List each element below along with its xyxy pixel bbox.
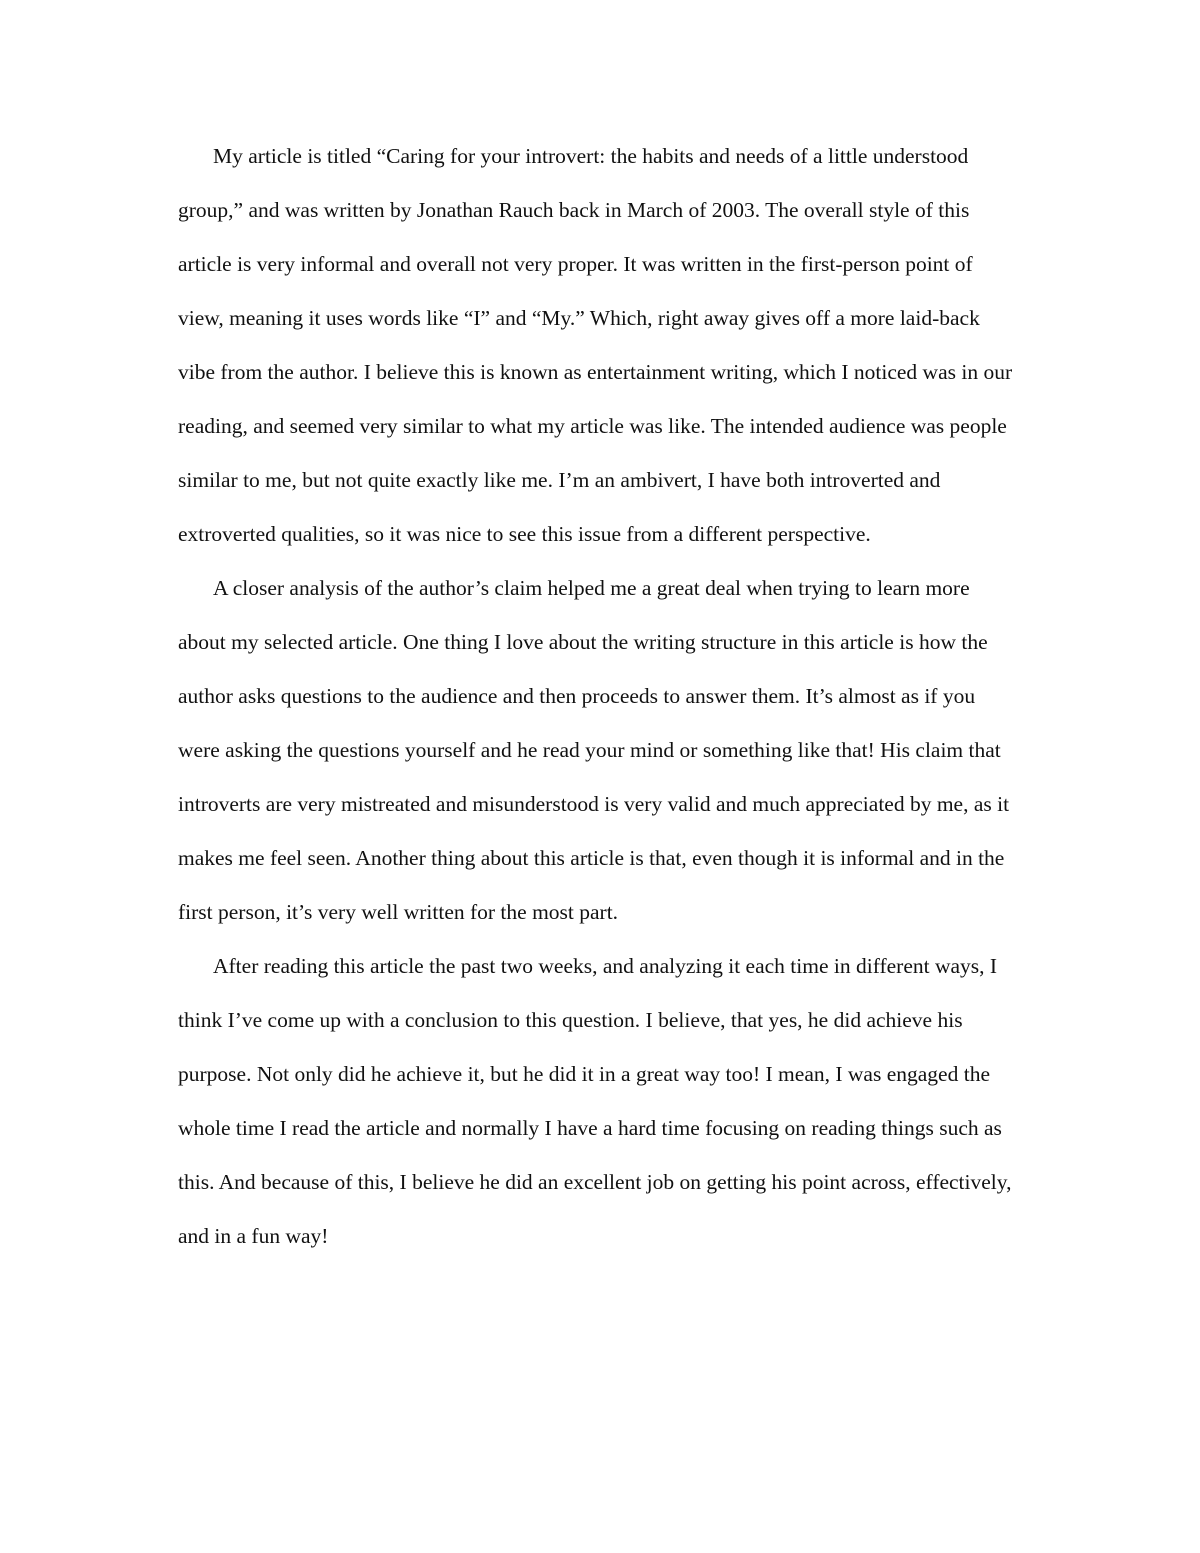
text-line: extroverted qualities, so it was nice to see this issue from a different perspective.: [178, 522, 871, 546]
text-line: whole time I read the article and normally I have a hard time focusing on reading things such as: [178, 1116, 1002, 1140]
text-line: group,” and was written by Jonathan Rauch back in March of 2003. The overall style of this: [178, 198, 970, 222]
text-line: article is very informal and overall not very proper. It was written in the first-person point of: [178, 252, 973, 276]
text-line: introverts are very mistreated and misunderstood is very valid and much appreciated by me, as it: [178, 792, 1010, 816]
text-line: After reading this article the past two weeks, and analyzing it each time in different ways, I: [213, 954, 998, 978]
text-line: author asks questions to the audience and then proceeds to answer them. It’s almost as if you: [178, 684, 976, 708]
text-line: were asking the questions yourself and he read your mind or something like that! His claim that: [178, 738, 1001, 762]
text-line: and in a fun way!: [178, 1224, 329, 1248]
paragraph-2: [143, 561, 1063, 939]
text-line: this. And because of this, I believe he did an excellent job on getting his point across, effectively,: [178, 1170, 1012, 1194]
document-body: [143, 129, 1063, 1263]
text-line: makes me feel seen. Another thing about this article is that, even though it is informal and in the: [178, 846, 1005, 870]
text-line: similar to me, but not quite exactly like me. I’m an ambivert, I have both introverted and: [178, 468, 941, 492]
paragraph-1: [143, 129, 1063, 561]
text-line: view, meaning it uses words like “I” and “My.” Which, right away gives off a more laid-back: [178, 306, 980, 330]
text-line: purpose. Not only did he achieve it, but he did it in a great way too! I mean, I was engaged the: [178, 1062, 990, 1086]
text-line: vibe from the author. I believe this is known as entertainment writing, which I noticed was in our: [178, 360, 1013, 384]
paragraph-3: [143, 939, 1063, 1263]
text-line: reading, and seemed very similar to what my article was like. The intended audience was people: [178, 414, 1007, 438]
text-line: about my selected article. One thing I love about the writing structure in this article is how the: [178, 630, 988, 654]
text-line: think I’ve come up with a conclusion to this question. I believe, that yes, he did achieve his: [178, 1008, 963, 1032]
text-line: My article is titled “Caring for your introvert: the habits and needs of a little understood: [213, 144, 969, 168]
text-line: first person, it’s very well written for the most part.: [178, 900, 619, 924]
text-line: A closer analysis of the author’s claim helped me a great deal when trying to learn more: [213, 576, 970, 600]
